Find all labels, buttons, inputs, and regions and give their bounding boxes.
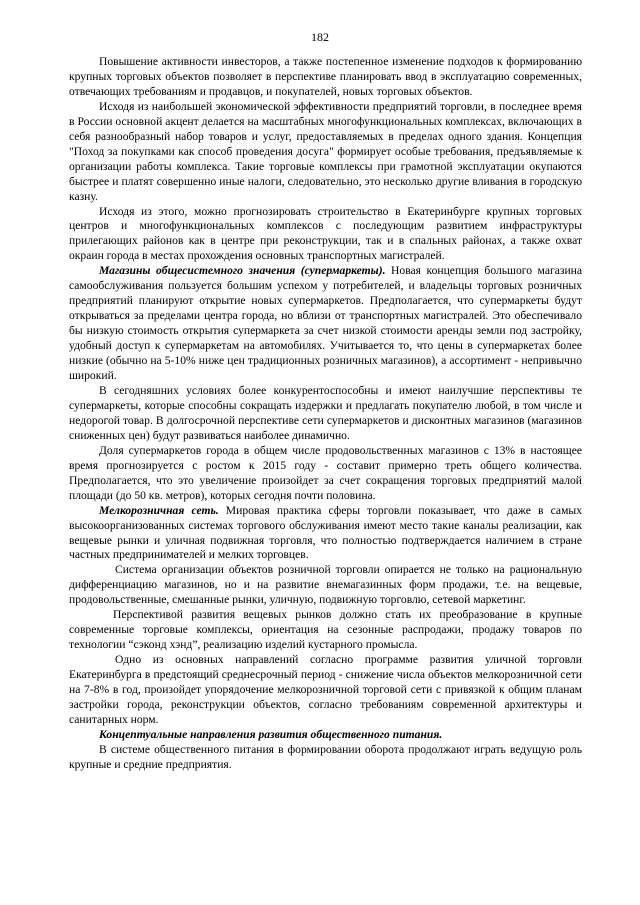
- paragraph-2: [69, 100, 582, 205]
- section-heading-supermarkets: Магазины общесистемного значения (супермаркеты).: [99, 264, 386, 278]
- paragraph-12: [69, 743, 582, 773]
- section-heading-small-retail: Мелкорозничная сеть.: [99, 503, 219, 517]
- section-heading-catering: Концептуальные направления развития общественного питания.: [99, 727, 443, 741]
- page-number: 182: [311, 30, 329, 44]
- paragraph-text: Мировая практика сферы торговли показывает, что даже в самых высокоорганизованных системах торгового обслуживания имеют место такие каналы реализации, как вещевые рынки и уличная подвижная торговля, что полностью подтверждается наличием в стране частных предпринимателей и мелких торговцев.: [69, 503, 583, 562]
- paragraph-8: [69, 563, 582, 608]
- paragraph-text: В сегодняшних условиях более конкурентоспособны и имеют наилучшие перспективы те супермаркеты, которые способны сокращать издержки и предлагать покупателю любой, в том числе и недорогой товар. В долгосрочной перспективе сети супермаркетов и дисконтных магазинов (магазинов сниженных цен) будут развиваться наиболее динамично.: [69, 383, 582, 442]
- paragraph-text: В системе общественного питания в формировании оборота продолжают играть ведущую роль крупные и средние предприятия.: [69, 742, 582, 771]
- paragraph-10: [69, 653, 582, 728]
- paragraph-text: Одно из основных направлений согласно программе развития уличной торговли Екатеринбурга в предстоящий среднесрочный период - снижение числа объектов мелкорозничной сети на 7-8% в год, произойдет упорядочение мелкорозничной торговой сети с привязкой к общим планам застройки города, реконструкции объектов, согласно требованиям современной архитектуры и санитарных норм.: [69, 653, 582, 726]
- paragraph-text: Исходя из наибольшей экономической эффективности предприятий торговли, в последнее время в России основной акцент делается на масштабных многофункциональных комплексах, включающих в себя разнообразный набор товаров и услуг, предоставляемых в пределах одного здания. Концепция "Поход за покупками как способ проведения досуга" формирует особые требования, предъявляемые к организации работы комплекса. Такие торговые комплексы при грамотной эксплуатации окупаются быстрее и платят совершенно иные налоги, следовательно, это несколько другие вливания в городскую казну.: [69, 99, 582, 203]
- paragraph-6: [69, 444, 582, 504]
- paragraph-4: [69, 264, 582, 384]
- paragraph-text: Доля супермаркетов города в общем числе продовольственных магазинов с 13% в настоящее время прогнозируется с ростом к 2015 году - составит примерно треть общего количества. Предполагается, что это увеличение произойдет за счет сокращения торговых предприятий малой площади (до 50 кв. метров), которых сегодня почти половина.: [69, 443, 582, 502]
- paragraph-1: [69, 55, 582, 100]
- paragraph-text: Перспективой развития вещевых рынков должно стать их преобразование в крупные современные торговые комплексы, ориентация на сезонные распродажи, продажу товаров по технологии “сэконд хэнд”, реализацию изделий кустарного промысла.: [69, 608, 582, 652]
- paragraph-3: [69, 205, 582, 265]
- paragraph-text: Система организации объектов розничной торговли опирается не только на рациональную дифференциацию магазинов, но и на развитие внемагазинных форм продажи, т.е. на вещевые, продовольственные, смешанные рынки, уличную, подвижную торговлю, сетевой маркетинг.: [69, 563, 582, 607]
- document-body: [69, 55, 582, 773]
- paragraph-text: Новая концепция большого магазина самообслуживания пользуется большим успехом у потребителей, и владельцы торговых розничных предприятий планируют открытие новых супермаркетов. Предполагается, что супермаркеты будут открываться за пределами центра города, но вблизи от транспортных магистралей. Это обеспечивало бы низкую стоимость открытия супермаркета за счет низкой стоимости аренды земли под застройку, удобный доступ к супермаркетам на автомобилях. Учитывается то, что цены в супермаркетах более низкие (обычно на 5-10% ниже цен традиционных розничных магазинов), а ассортимент - непривычно широкий.: [69, 264, 583, 383]
- paragraph-text: Повышение активности инвесторов, а также постепенное изменение подходов к формированию крупных торговых объектов позволяет в перспективе планировать ввод в эксплуатацию современных, отвечающих требованиям и продавцов, и покупателей, новых торговых объектов.: [69, 55, 582, 98]
- paragraph-text: Исходя из этого, можно прогнозировать строительство в Екатеринбурге крупных торговых центров и многофункциональных комплексов с последующим развитием инфраструктуры прилегающих районов как в центре при реконструкции, так и в спальных районах, а также охват окраин города в местах прохождения основных транспортных магистралей.: [69, 204, 582, 263]
- paragraph-9: [69, 608, 582, 653]
- paragraph-5: [69, 384, 582, 444]
- paragraph-7: [69, 504, 582, 564]
- paragraph-11: [69, 728, 582, 743]
